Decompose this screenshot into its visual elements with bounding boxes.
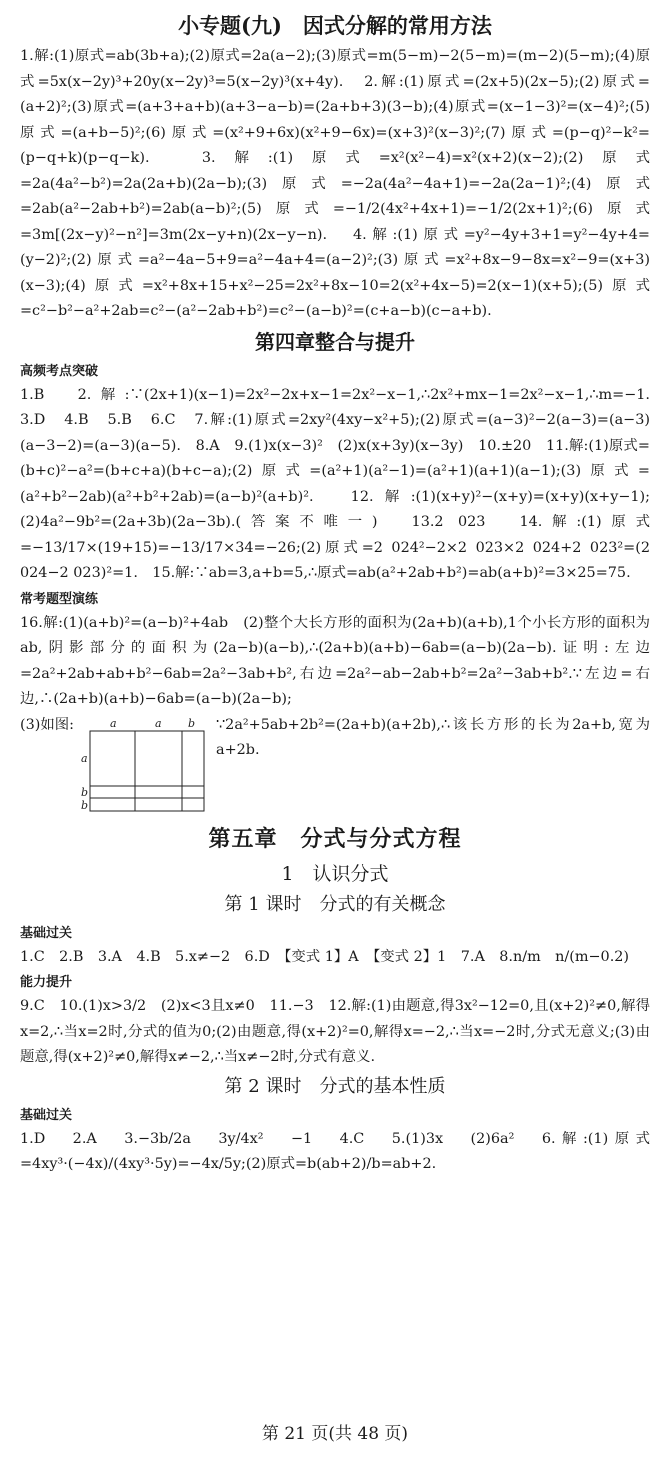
- lesson1-subheading-1: 基础过关: [20, 925, 73, 941]
- chapter5-title: 第五章 分式与分式方程: [208, 825, 462, 852]
- fig-outer-rect: [90, 731, 204, 811]
- fig-label-top-a2: a: [155, 716, 162, 730]
- chapter4-subheading-1: 高频考点突破: [20, 363, 99, 379]
- fig-label-top-a1: a: [110, 716, 117, 730]
- rectangle-diagram: [80, 717, 210, 813]
- lesson1-subheading-2: 能力提升: [20, 975, 73, 990]
- chapter4-subheading-2: 常考题型演练: [20, 591, 99, 607]
- lesson1-answers-2: 9.C 10.(1)x>3/2 (2)x<3且x≠0 11.−3 12.解:(1)由题意,得3x²−12=0,且(x+2)²≠0,解得x=2,∴当x=2时,分式的值为0;(2)由题意,得(x+2)²=0,解得x=−2,∴当x=−2时,分式无意义;(3)由题意,得(x+2)²≠0,解得x≠−2,∴当x≠−2时,分式有意义.: [20, 998, 650, 1065]
- lesson2-answers-1: 1.D 2.A 3.−3b/2a 3y/4x² −1 4.C 5.(1)3x (2)6a² 6.解:(1)原式=4xy³·(−4x)/(4xy³·5y)=−4x/5y;(2)原式=b(ab+2)/b=ab+2.: [20, 1130, 650, 1172]
- topic-answers: 1.解:(1)原式=ab(3b+a);(2)原式=2a(a−2);(3)原式=m(5−m)−2(5−m)=(m−2)(5−m);(4)原式=5x(x−2y)³+20y(x−2y)³=5(x−2y)³(x+4y). 2.解:(1)原式=(2x+5)(2x−5);(2)原式=(a+2)²;(3)原式=(a+3+a+b)(a+3−a−b)=(2a+b+3)(3−b);(4)原式=(x−1−3)²=(x−4)²;(5)原式=(a+b−5)²;(6)原式=(x²+9+6x)(x²+9−6x)=(x+3)²(x−3)²;(7)原式=(p−q)²−k²=(p−q+k)(p−q−k). 3.解:(1)原式=x²(x²−4)=x²(x+2)(x−2);(2)原式=2a(4a²−b²)=2a(2a+b)(2a−b);(3)原式=−2a(4a²−4a+1)=−2a(2a−1)²;(4)原式=2ab(a²−2ab+b²)=2ab(a−b)²;(5)原式=−1/2(4x²+4x+1)=−1/2(2x+1)²;(6)原式=3m[(2x−y)²−n²]=3m(2x−y+n)(2x−y−n). 4.解:(1)原式=y²−4y+3+1=y²−4y+4=(y−2)²;(2)原式=a²−4a−5+9=a²−4a+4=(a−2)²;(3)原式=x²+8x−9−8x=x²−9=(x+3)(x−3);(4)原式=x²+8x+15+x²−25=2x²+8x−10=2(x²+4x−5)=2(x−1)(x+5);(5)原式=c²−b²−a²+2ab=c²−(a²−2ab+b²)=c²−(a−b)²=(c+a−b)(c−a+b).: [20, 48, 650, 319]
- fig-label-side-a: a: [81, 751, 88, 765]
- figure-row: [20, 713, 650, 813]
- fig-label-top-b: b: [188, 716, 196, 730]
- fig-label-side-b1: b: [81, 785, 89, 799]
- chapter5-lesson-title: 1 认识分式: [281, 862, 389, 885]
- figure-prefix: (3)如图:: [20, 716, 75, 733]
- lesson1-answers-1: 1.C 2.B 3.A 4.B 5.x≠−2 6.D 【变式 1】A 【变式 2】1 7.A 8.n/m n/(m−0.2): [20, 948, 630, 965]
- lesson2-title: 第 2 课时 分式的基本性质: [224, 1075, 446, 1097]
- figure-suffix: ∵2a²+5ab+2b²=(2a+b)(a+2b),∴该长方形的长为2a+b,宽为a+2b.: [216, 716, 650, 758]
- lesson2-subheading-1: 基础过关: [20, 1107, 73, 1123]
- fig-label-side-b2: b: [81, 798, 89, 812]
- chapter4-answers-1: 1.B 2.解:∵(2x+1)(x−1)=2x²−2x+x−1=2x²−x−1,∴2x²+mx−1=2x²−x−1,∴m=−1. 3.D 4.B 5.B 6.C 7.解:(1)原式=2xy²(4xy−x²+5);(2)原式=(a−3)²−2(a−3)=(a−3)(a−3−2)=(a−3)(a−5). 8.A 9.(1)x(x−3)² (2)x(x+3y)(x−3y) 10.±20 11.解:(1)原式=(b+c)²−a²=(b+c+a)(b+c−a);(2)原式=(a²+1)(a²−1)=(a²+1)(a+1)(a−1);(3)原式=(a²+b²−2ab)(a²+b²+2ab)=(a−b)²(a+b)². 12.解:(1)(x+y)²−(x+y)=(x+y)(x+y−1);(2)4a²−9b²=(2a+3b)(2a−3b).(答案不唯一) 13.2 023 14.解:(1)原式=−13/17×(19+15)=−13/17×34=−26;(2)原式=2 024²−2×2 023×2 024+2 023²=(2 024−2 023)²=1. 15.解:∵ab=3,a+b=5,∴原式=ab(a²+2ab+b²)=ab(a+b)²=3×25=75.: [20, 386, 665, 581]
- chapter4-title: 第四章整合与提升: [255, 329, 415, 354]
- chapter4-answers-2: 16.解:(1)(a+b)²=(a−b)²+4ab (2)整个大长方形的面积为(2a+b)(a+b),1个小长方形的面积为ab,阴影部分的面积为(2a−b)(a−b),∴(2a+b)(a+b)−6ab=(a−b)(2a−b).证明:左边=2a²+2ab+ab+b²−6ab=2a²−3ab+b²,右边=2a²−ab−2ab+b²=2a²−3ab+b².∵左边=右边,∴(2a+b)(a+b)−6ab=(a−b)(2a−b);: [20, 614, 650, 707]
- page-footer: 第 21 页(共 48 页): [261, 1424, 409, 1444]
- lesson1-title: 第 1 课时 分式的有关概念: [224, 893, 446, 915]
- topic-title: 小专题(九) 因式分解的常用方法: [178, 13, 492, 38]
